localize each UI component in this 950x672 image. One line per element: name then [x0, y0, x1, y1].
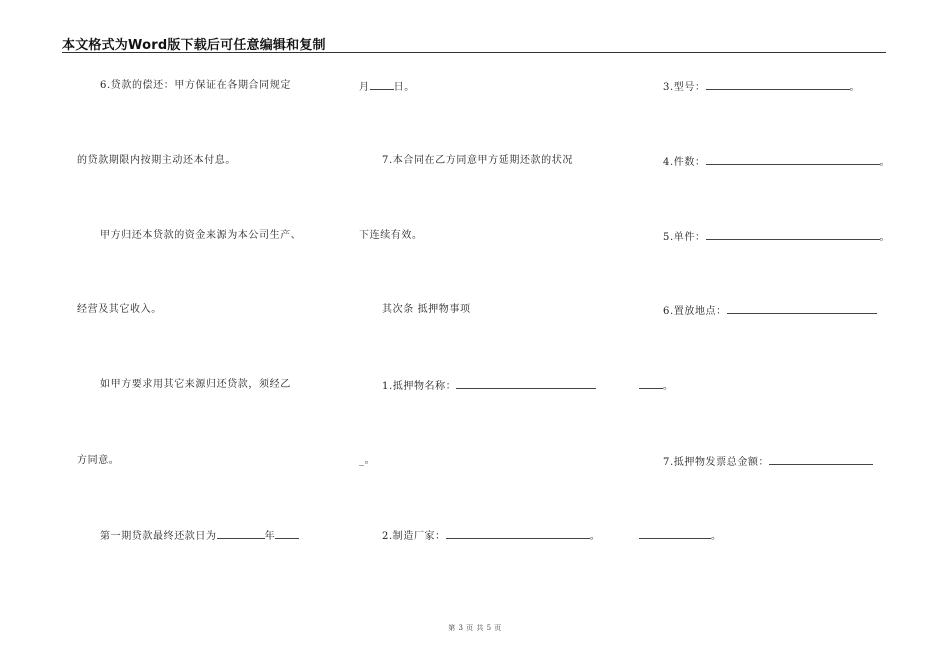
quantity-blank: [706, 155, 880, 165]
right-line-1: [663, 80, 860, 94]
day-blank: [370, 80, 394, 90]
invoice-amount-blank-cont: [639, 529, 711, 539]
year-blank: [217, 529, 265, 539]
left-line-2: [77, 155, 236, 167]
middle-line-6: [359, 455, 375, 467]
middle-line-3-text: 下连续有效。: [359, 230, 423, 241]
left-line-5-text: 如甲方要求用其它来源归还贷款，须经乙: [100, 379, 291, 390]
model-blank: [706, 80, 850, 90]
left-line-6-text: 方同意。: [77, 455, 120, 466]
quantity-end: 。: [879, 157, 891, 168]
model-label: 3.型号：: [663, 82, 706, 93]
right-line-3: [663, 230, 890, 244]
left-line-4: [77, 304, 162, 316]
manufacturer-end: 。: [589, 531, 601, 542]
unit-price-end: 。: [879, 232, 891, 243]
month-blank-start: [275, 529, 299, 539]
left-line-2-text: 的贷款期限内按期主动还本付息。: [77, 155, 236, 166]
middle-line-7: [382, 529, 600, 543]
location-label: 6.置放地点：: [663, 306, 727, 317]
left-line-6: [77, 455, 119, 467]
middle-line-1: [359, 80, 415, 94]
left-line-3-text: 甲方归还本贷款的资金来源为本公司生产、: [100, 230, 302, 241]
manufacturer-label: 2.制造厂家：: [382, 531, 446, 542]
left-line-1-text: 6.贷款的偿还：甲方保证在各期合同规定: [100, 80, 291, 91]
right-line-4: [663, 304, 877, 318]
left-line-4-text: 经营及其它收入。: [77, 304, 162, 315]
unit-price-label: 5.单件：: [663, 232, 706, 243]
left-line-3: [100, 230, 301, 242]
right-line-5: [639, 379, 674, 393]
middle-line-2: [382, 155, 573, 167]
section-heading-collateral: 其次条 抵押物事项: [382, 304, 471, 315]
collateral-name-label: 1.抵押物名称：: [382, 381, 457, 392]
right-line-7: [639, 529, 722, 543]
left-line-5: [100, 379, 291, 391]
month-label: 月: [359, 82, 370, 93]
header-divider: [62, 52, 886, 53]
middle-line-4: [382, 304, 471, 316]
quantity-label: 4.件数：: [663, 157, 706, 168]
middle-line-6-text: _。: [359, 455, 376, 466]
invoice-amount-label: 7.抵押物发票总金额：: [663, 457, 770, 468]
middle-line-1-text: 日。: [393, 82, 415, 93]
year-label: 年: [264, 531, 276, 542]
middle-line-3: [359, 230, 423, 242]
unit-price-blank: [706, 230, 880, 240]
left-line-7: [100, 529, 299, 543]
right-line-2: [663, 155, 890, 169]
manufacturer-blank: [446, 529, 590, 539]
model-end: 。: [849, 82, 861, 93]
right-line-7-text: 。: [711, 531, 722, 542]
page-number-footer: 第 3 页 共 5 页: [448, 624, 502, 632]
left-line-7-text: 第一期贷款最终还款日为: [100, 531, 217, 542]
location-blank: [727, 304, 877, 314]
document-header-title: 本文格式为Word版下载后可任意编辑和复制: [62, 38, 326, 53]
collateral-name-blank: [456, 379, 596, 389]
right-line-5-text: 。: [663, 381, 674, 392]
middle-line-5: [382, 379, 596, 393]
right-line-6: [663, 455, 873, 469]
left-line-1: [100, 80, 291, 92]
middle-line-2-text: 7.本合同在乙方同意甲方延期还款的状况: [382, 155, 573, 166]
location-blank-cont: [639, 379, 663, 389]
invoice-amount-blank: [769, 455, 873, 465]
